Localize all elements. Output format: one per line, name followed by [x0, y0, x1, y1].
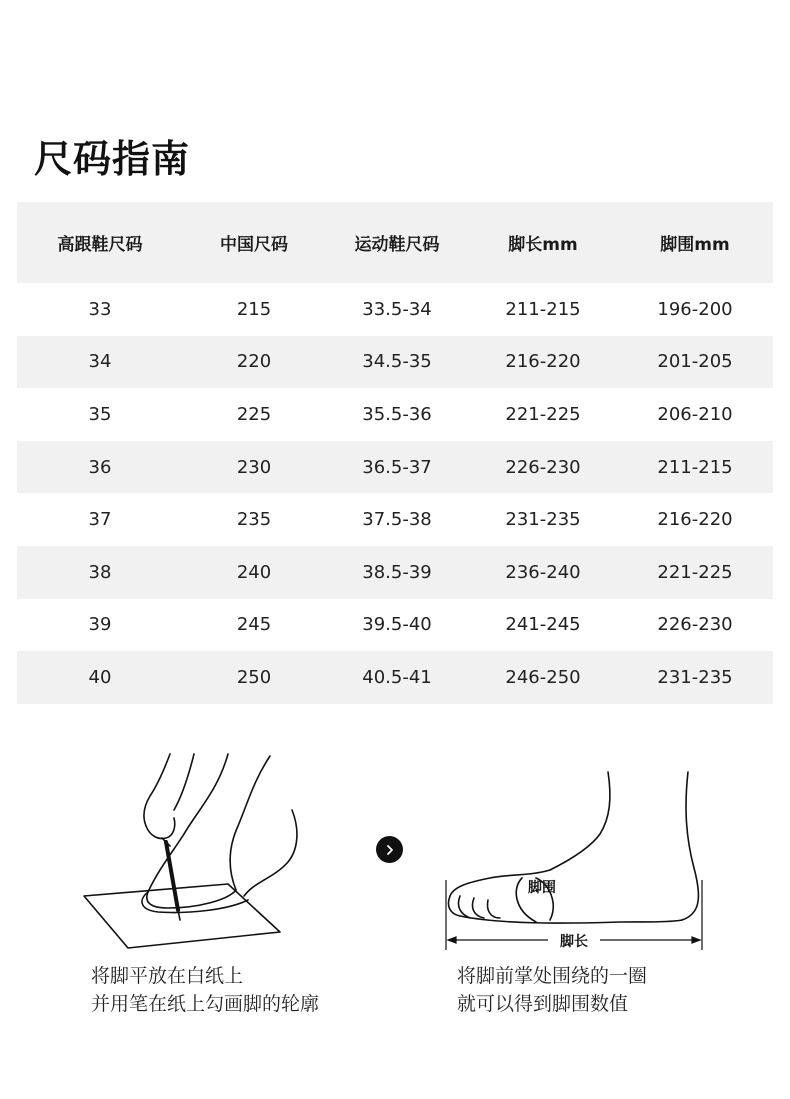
cell-sneaker-size: 38.5-39: [325, 546, 469, 599]
right-step-caption: [457, 962, 647, 1018]
cell-foot-length: 246-250: [469, 651, 617, 704]
left-step-caption: [91, 962, 319, 1018]
cell-foot-girth: 216-220: [657, 509, 733, 531]
foot-measure-illustration: [440, 768, 720, 958]
table-row: [17, 651, 773, 704]
cell-foot-girth: 226-230: [657, 614, 733, 636]
cell-foot-girth: 201-205: [617, 336, 773, 389]
cell-foot-girth: 231-235: [617, 651, 773, 704]
cell-foot-length: 226-230: [469, 441, 617, 494]
left-caption-line1: 将脚平放在白纸上: [91, 965, 244, 987]
cell-heel-size: 38: [17, 546, 183, 599]
cell-heel-size: 39: [88, 614, 112, 636]
cell-foot-length: 231-235: [505, 509, 581, 531]
header-china-size: 中国尺码: [183, 202, 325, 283]
right-caption-line2: 就可以得到脚围数值: [457, 993, 629, 1015]
cell-heel-size: 34: [17, 336, 183, 389]
table-row: [17, 336, 773, 389]
cell-foot-length: 211-215: [505, 298, 581, 320]
cell-sneaker-size: 33.5-34: [362, 298, 432, 320]
label-foot-girth: 脚围: [528, 880, 556, 896]
table-row: [17, 283, 773, 336]
table-row: [17, 599, 773, 652]
header-sneaker-size: 运动鞋尺码: [325, 202, 469, 283]
table-row: [17, 546, 773, 599]
cell-china-size: 220: [183, 336, 325, 389]
cell-sneaker-size: 39.5-40: [362, 614, 432, 636]
cell-sneaker-size: 40.5-41: [325, 651, 469, 704]
cell-heel-size: 40: [17, 651, 183, 704]
cell-heel-size: 36: [17, 441, 183, 494]
right-caption-line1: 将脚前掌处围绕的一圈: [457, 965, 648, 987]
cell-sneaker-size: 35.5-36: [362, 403, 432, 425]
cell-china-size: 250: [183, 651, 325, 704]
cell-foot-girth: 211-215: [617, 441, 773, 494]
cell-heel-size: 35: [88, 403, 112, 425]
left-caption-line2: 并用笔在纸上勾画脚的轮廓: [91, 993, 320, 1015]
cell-heel-size: 33: [88, 298, 112, 320]
cell-china-size: 230: [183, 441, 325, 494]
cell-heel-size: 37: [88, 509, 112, 531]
table-row: [17, 388, 773, 441]
label-foot-length: 脚长: [560, 934, 588, 950]
cell-foot-length: 236-240: [469, 546, 617, 599]
header-heel-size: 高跟鞋尺码: [17, 202, 183, 283]
cell-foot-length: 216-220: [469, 336, 617, 389]
next-step-button[interactable]: [376, 836, 403, 863]
table-row: [17, 441, 773, 494]
header-foot-girth: 脚围mm: [617, 202, 773, 283]
cell-china-size: 235: [236, 509, 272, 531]
cell-sneaker-size: 34.5-35: [325, 336, 469, 389]
header-foot-length: 脚长mm: [469, 202, 617, 283]
size-chart-table: [17, 202, 773, 704]
cell-foot-length: 241-245: [505, 614, 581, 636]
cell-china-size: 240: [183, 546, 325, 599]
cell-china-size: 225: [236, 403, 272, 425]
cell-sneaker-size: 37.5-38: [362, 509, 432, 531]
cell-foot-length: 221-225: [505, 403, 581, 425]
page-title: 尺码指南: [34, 137, 191, 181]
cell-china-size: 245: [236, 614, 272, 636]
cell-china-size: 215: [236, 298, 272, 320]
table-header-row: [17, 202, 773, 283]
chevron-right-icon: [384, 844, 396, 856]
table-row: [17, 493, 773, 546]
cell-foot-girth: 206-210: [657, 403, 733, 425]
cell-sneaker-size: 36.5-37: [325, 441, 469, 494]
trace-foot-illustration: [78, 750, 308, 950]
cell-foot-girth: 221-225: [617, 546, 773, 599]
cell-foot-girth: 196-200: [657, 298, 733, 320]
